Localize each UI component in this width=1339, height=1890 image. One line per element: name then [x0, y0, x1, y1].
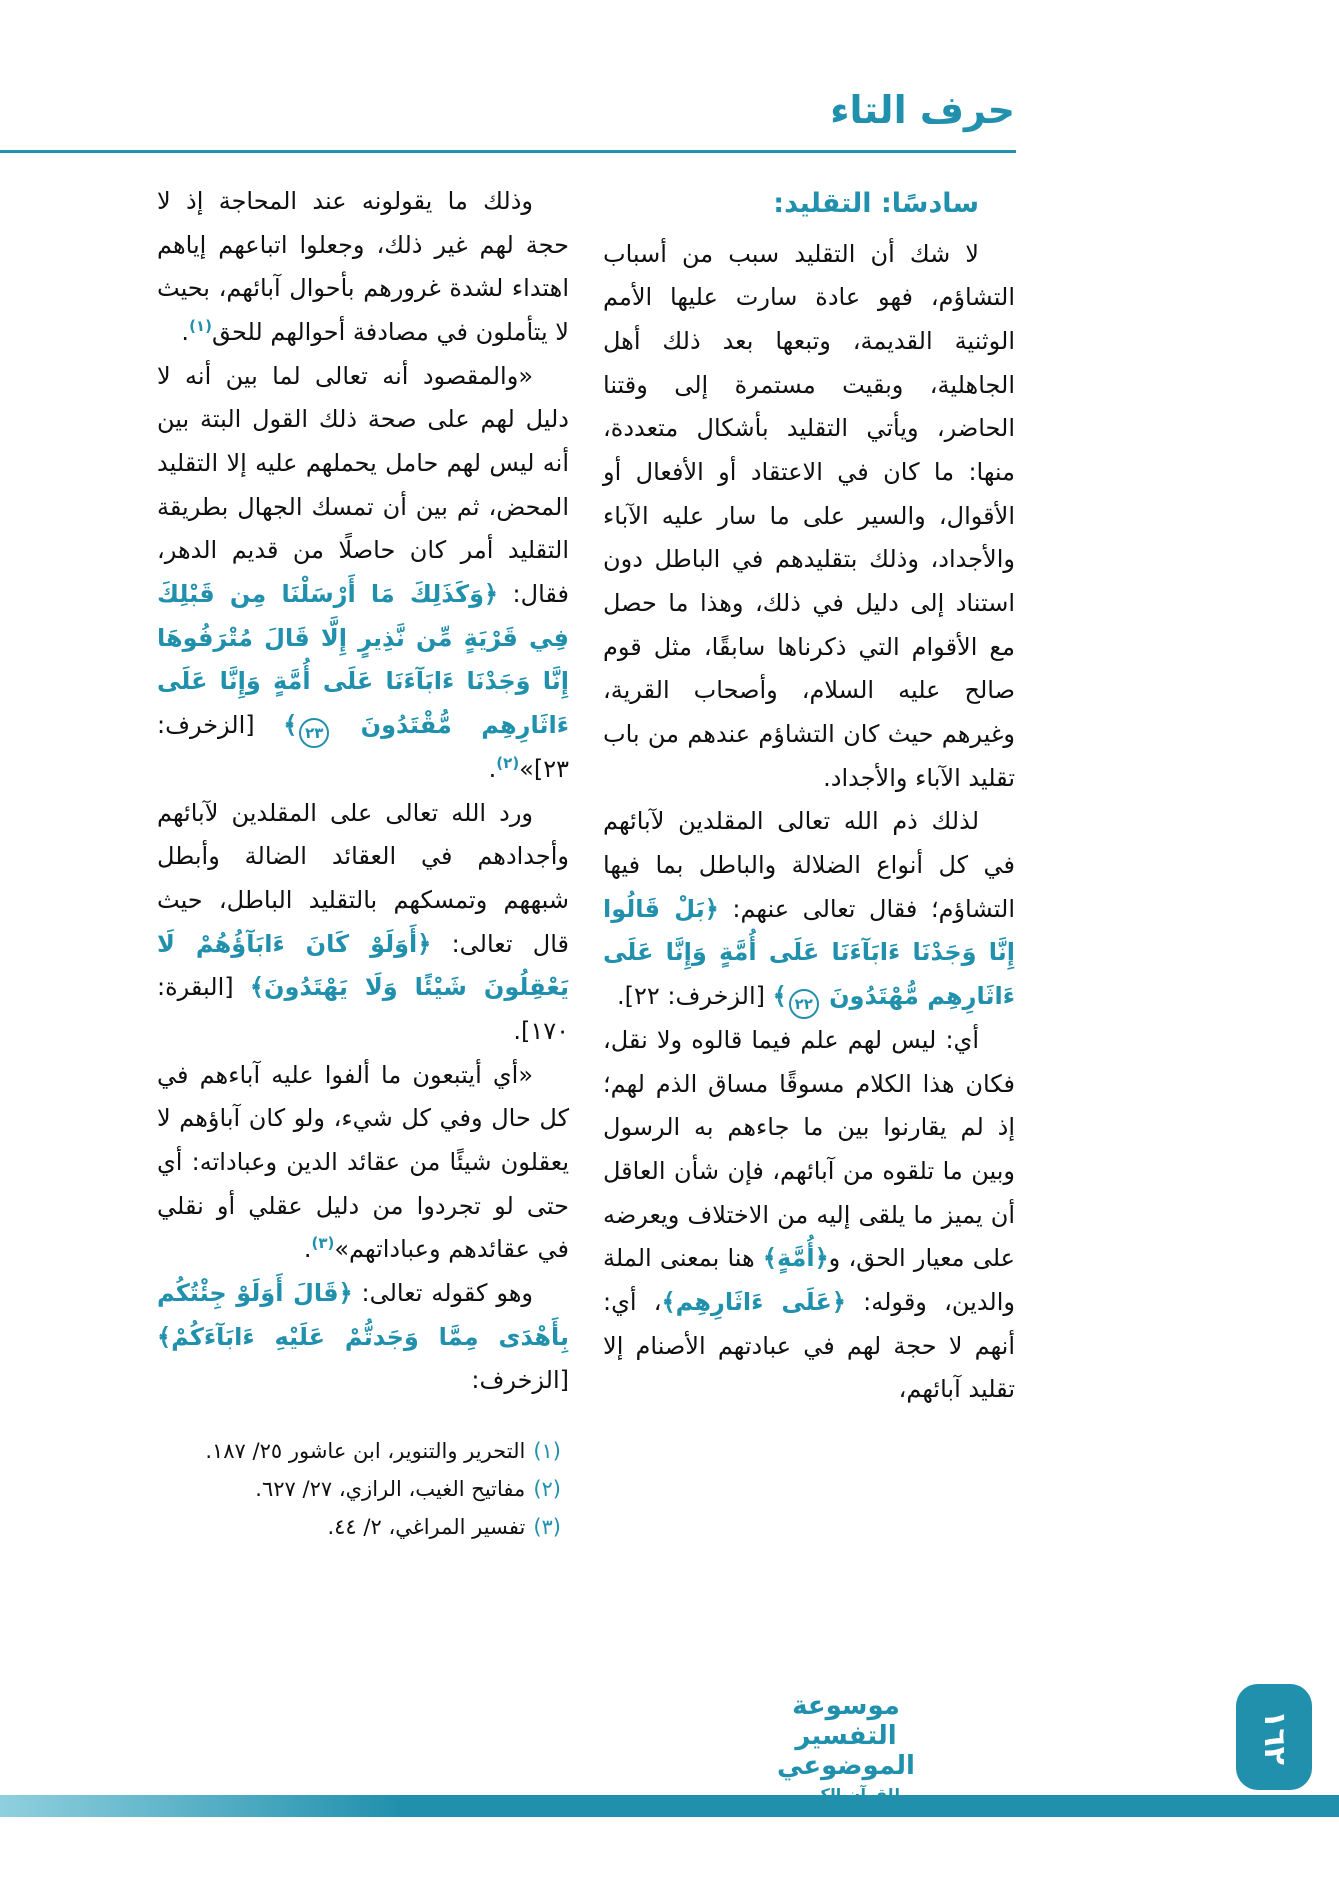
page-content	[157, 180, 1015, 1547]
body-text: ورد الله تعالى على المقلدين لآبائهم وأجدادهم في العقائد الضالة وأبطل شبههم وتمسكهم بالتقليد الباطل، حيث قال تعالى:	[157, 798, 570, 958]
quran-verse: ﴿بَلْ قَالُوا إِنَّا وَجَدْنَا ءَابَآءَنَا عَلَى أُمَّةٍ وَإِنَّا عَلَى ءَاثَارِهِم مُّهْتَدُونَ	[603, 894, 1015, 1011]
right-column-text	[603, 233, 1015, 1412]
paragraph	[157, 180, 569, 355]
footnote-marker: (٣)	[311, 1234, 335, 1253]
body-text: هنا بمعنى الملة والدين، وقوله:	[603, 1244, 1015, 1317]
ayah-number-mark: ٢٢	[789, 989, 819, 1019]
left-column	[157, 180, 569, 1547]
quran-verse: ﴿وَكَذَلِكَ مَا أَرْسَلْنَا مِن قَبْلِكَ فِي قَرْيَةٍ مِّن نَّذِيرٍ إِلَّا قَالَ مُتْرَفُوهَا إِنَّا وَجَدْنَا ءَابَآءَنَا عَلَى أُمَّةٍ وَإِنَّا عَلَى ءَاثَارِهِم مُّقْتَدُونَ	[157, 580, 569, 740]
surah-reference: [البقرة: ١٧٠].	[157, 973, 569, 1046]
paragraph	[603, 800, 1015, 1019]
footnotes	[157, 1433, 569, 1546]
footnote-number: (٣)	[533, 1514, 561, 1539]
paragraph	[157, 355, 569, 792]
emblem-title: موسوعة التفسير الموضوعي	[777, 1691, 915, 1782]
quran-verse: ﴾	[283, 711, 298, 740]
quran-verse: ﴾	[772, 982, 787, 1011]
paragraph	[603, 233, 1015, 801]
chapter-title: حرف التاء	[830, 88, 1015, 132]
quran-verse: ﴿قَالَ أَوَلَوْ جِئْتُكُم بِأَهْدَى مِمَّا وَجَدتُّمْ عَلَيْهِ ءَابَآءَكُمْ﴾	[157, 1279, 569, 1351]
body-text: «أي أيتبعون ما ألفوا عليه آباءهم في كل حال وفي كل شيء، ولو كان آباؤهم لا يعقلون شيئًا من عقائد الدين وعباداته: أي حتى لو تجردوا من دليل عقلي أو نقلي في عقائدهم وعباداتهم»	[157, 1060, 569, 1264]
body-text: أي: ليس لهم علم فيما قالوه ولا نقل، فكان هذا الكلام مسوقًا مساق الذم لهم؛ إذ لم يقارنوا بين ما جاءهم به الرسول وبين ما تلقوه من آبائهم، فإن شأن العاقل أن يميز ما يلقى إليه من الاختلاف ويعرضه على معيار الحق، و	[603, 1026, 1015, 1273]
quran-verse: ﴿أَوَلَوْ كَانَ ءَابَآؤُهُمْ لَا يَعْقِلُونَ شَيْئًا وَلَا يَهْتَدُونَ﴾	[157, 929, 569, 1002]
page-number: ١٦٢	[1256, 1709, 1292, 1765]
paragraph	[157, 1272, 569, 1403]
header-rule	[0, 150, 1016, 153]
body-text: .	[303, 1235, 312, 1264]
footnote	[157, 1471, 561, 1509]
footnote-marker: (٢)	[496, 754, 520, 773]
footer-band	[0, 1795, 1339, 1817]
footnote	[157, 1433, 561, 1471]
section-heading: سادسًا: التقليد:	[773, 188, 979, 219]
ayah-number-mark: ٢٣	[299, 718, 329, 748]
body-text: وهو كقوله تعالى:	[352, 1279, 533, 1308]
surah-reference: [الزخرف: ٢٢].	[616, 982, 773, 1011]
body-text: «والمقصود أنه تعالى لما بين أنه لا دليل لهم على صحة ذلك القول البتة بين أنه ليس لهم حامل يحملهم عليه إلا التقليد المحض، ثم بين أن تمسك الجهال بطريقة التقليد أمر كان حاصلًا من قديم الدهر، فقال:	[157, 361, 569, 609]
right-column	[603, 180, 1015, 1412]
paragraph	[157, 792, 569, 1054]
chapter-header	[830, 88, 1015, 132]
body-text: لذلك ذم الله تعالى المقلدين لآبائهم في كل أنواع الضلالة والباطل بما فيها التشاؤم؛ فقال تعالى عنهم:	[603, 807, 1015, 923]
footnote	[157, 1509, 561, 1547]
footnote-number: (٢)	[533, 1476, 561, 1501]
footnote-marker: (١)	[189, 317, 212, 336]
quran-verse: ﴿أُمَّةٍ﴾	[762, 1244, 829, 1273]
paragraph	[157, 1054, 569, 1272]
paragraph	[603, 1019, 1015, 1412]
surah-reference: [الزخرف:	[471, 1366, 569, 1395]
body-text: .	[488, 755, 497, 784]
footnote-text: تفسير المراغي، ٢/ ٤٤.	[327, 1514, 526, 1539]
body-text: لا شك أن التقليد سبب من أسباب التشاؤم، فهو عادة سارت عليها الأمم الوثنية القديمة، وتبعها بعد ذلك أهل الجاهلية، وبقيت مستمرة إلى وقتنا الحاضر، ويأتي التقليد بأشكال متعددة، منها: ما كان في الاعتقاد أو الأفعال أو الأقوال، والسير على ما سار عليه الآباء والأجداد، وذلك بتقليدهم في الباطل دون استناد إلى دليل في ذلك، وهذا ما حصل مع الأقوام التي ذكرناها سابقًا، مثل قوم صالح عليه السلام، وأصحاب القرية، وغيرهم حيث كان التشاؤم عندهم من باب تقليد الآباء والأجداد.	[603, 239, 1015, 792]
surah-reference: [الزخرف: ٢٣]»	[157, 711, 569, 784]
body-text: وذلك ما يقولونه عند المحاجة إذ لا حجة لهم غير ذلك، وجعلوا اتباعهم إياهم اهتداء لشدة غرورهم بأحوال آبائهم، بحيث لا يتأملون في مصادفة أحوالهم للحق	[157, 187, 569, 347]
page-number-badge	[1236, 1684, 1312, 1790]
body-text: ، أي: أنهم لا حجة لهم في عبادتهم الأصنام إلا تقليد آبائهم،	[603, 1288, 1015, 1404]
footnote-text: مفاتيح الغيب، الرازي، ٢٧/ ٦٢٧.	[255, 1476, 526, 1501]
footnote-text: التحرير والتنوير، ابن عاشور ٢٥/ ١٨٧.	[205, 1439, 526, 1464]
publisher-emblem	[739, 1692, 953, 1804]
footnote-number: (١)	[533, 1439, 561, 1464]
body-text: .	[181, 318, 190, 347]
quran-verse: ﴿عَلَى ءَاثَارِهِم﴾	[661, 1288, 846, 1317]
left-column-text	[157, 180, 569, 1403]
